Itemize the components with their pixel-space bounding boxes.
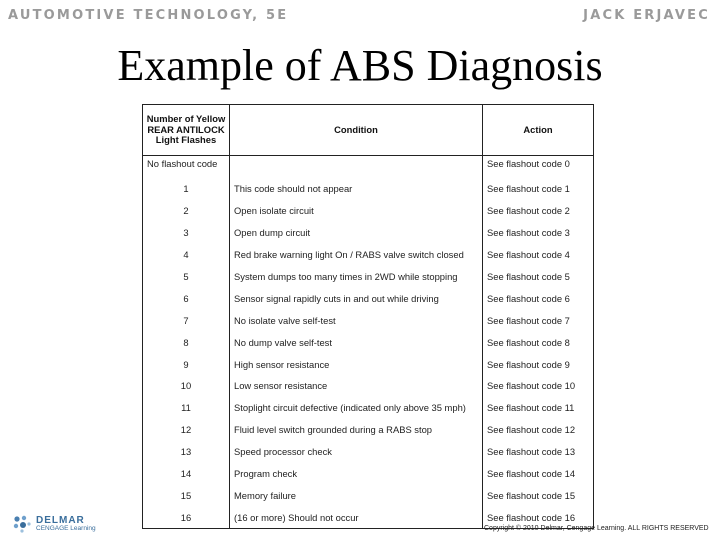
cell-action: See flashout code 1 — [483, 178, 594, 200]
cell-flashes: 14 — [143, 463, 230, 485]
cell-action: See flashout code 8 — [483, 331, 594, 353]
cell-action: See flashout code 13 — [483, 441, 594, 463]
cell-action: See flashout code 4 — [483, 244, 594, 266]
cell-condition: Speed processor check — [230, 441, 483, 463]
cell-flashes: 15 — [143, 484, 230, 506]
cell-action: See flashout code 11 — [483, 397, 594, 419]
cell-condition: Program check — [230, 463, 483, 485]
table-row — [143, 244, 594, 266]
cell-action: See flashout code 9 — [483, 353, 594, 375]
cell-action: See flashout code 16 — [483, 506, 594, 528]
cell-flashes: No flashout code — [143, 156, 230, 179]
cell-action: See flashout code 14 — [483, 463, 594, 485]
copyright-notice: Copyright © 2010 Delmar, Cengage Learning. ALL RIGHTS RESERVED — [484, 525, 709, 532]
delmar-logo — [12, 514, 96, 534]
cell-flashes: 10 — [143, 375, 230, 397]
book-title-header: AUTOMOTIVE TECHNOLOGY, 5E — [8, 8, 289, 23]
table-row — [143, 375, 594, 397]
cell-action: See flashout code 10 — [483, 375, 594, 397]
cell-action: See flashout code 3 — [483, 222, 594, 244]
cell-condition: Open isolate circuit — [230, 200, 483, 222]
cell-condition: Low sensor resistance — [230, 375, 483, 397]
cell-action: See flashout code 5 — [483, 266, 594, 288]
cell-action: See flashout code 0 — [483, 156, 594, 179]
table-row — [143, 178, 594, 200]
cell-condition: High sensor resistance — [230, 353, 483, 375]
table-header-row — [143, 105, 594, 156]
abs-diagnosis-table — [142, 104, 594, 529]
table-row — [143, 309, 594, 331]
cell-condition: Fluid level switch grounded during a RABS stop — [230, 419, 483, 441]
table-row — [143, 200, 594, 222]
cell-action: See flashout code 12 — [483, 419, 594, 441]
cell-flashes: 16 — [143, 506, 230, 528]
cell-condition: Red brake warning light On / RABS valve switch closed — [230, 244, 483, 266]
cell-flashes: 6 — [143, 287, 230, 309]
cell-condition: (16 or more) Should not occur — [230, 506, 483, 528]
cell-condition: Sensor signal rapidly cuts in and out while driving — [230, 287, 483, 309]
table-row — [143, 419, 594, 441]
abs-diagnosis-table-container — [142, 104, 578, 529]
table-row — [143, 287, 594, 309]
column-header-action: Action — [483, 105, 594, 156]
cell-condition: This code should not appear — [230, 178, 483, 200]
cell-action: See flashout code 6 — [483, 287, 594, 309]
cell-condition: Open dump circuit — [230, 222, 483, 244]
cell-flashes: 3 — [143, 222, 230, 244]
cell-condition: No isolate valve self-test — [230, 309, 483, 331]
cell-flashes: 13 — [143, 441, 230, 463]
table-row — [143, 463, 594, 485]
table-row — [143, 222, 594, 244]
cell-action: See flashout code 15 — [483, 484, 594, 506]
cell-flashes: 9 — [143, 353, 230, 375]
table-row — [143, 484, 594, 506]
table-row — [143, 156, 594, 179]
logo-subtitle: CENGAGE Learning — [36, 524, 96, 532]
table-row — [143, 331, 594, 353]
cell-flashes: 11 — [143, 397, 230, 419]
cell-condition: No dump valve self-test — [230, 331, 483, 353]
table-row — [143, 353, 594, 375]
cell-flashes: 12 — [143, 419, 230, 441]
cell-condition: Memory failure — [230, 484, 483, 506]
cell-flashes: 7 — [143, 309, 230, 331]
cell-flashes: 5 — [143, 266, 230, 288]
cell-flashes: 1 — [143, 178, 230, 200]
table-body — [143, 156, 594, 529]
cell-flashes: 8 — [143, 331, 230, 353]
cell-flashes: 4 — [143, 244, 230, 266]
cell-flashes: 2 — [143, 200, 230, 222]
table-row — [143, 441, 594, 463]
delmar-logo-icon — [12, 514, 32, 534]
cell-condition: System dumps too many times in 2WD while stopping — [230, 266, 483, 288]
table-row — [143, 266, 594, 288]
cell-action: See flashout code 2 — [483, 200, 594, 222]
table-row — [143, 397, 594, 419]
slide-title: Example of ABS Diagnosis — [117, 41, 603, 90]
author-header: JACK ERJAVEC — [583, 8, 710, 23]
logo-name: DELMAR — [36, 514, 85, 526]
column-header-condition: Condition — [230, 105, 483, 156]
column-header-flashes: Number of Yellow REAR ANTILOCK Light Flashes — [143, 105, 230, 156]
cell-condition: Stoplight circuit defective (indicated only above 35 mph) — [230, 397, 483, 419]
cell-action: See flashout code 7 — [483, 309, 594, 331]
cell-condition — [230, 156, 483, 179]
